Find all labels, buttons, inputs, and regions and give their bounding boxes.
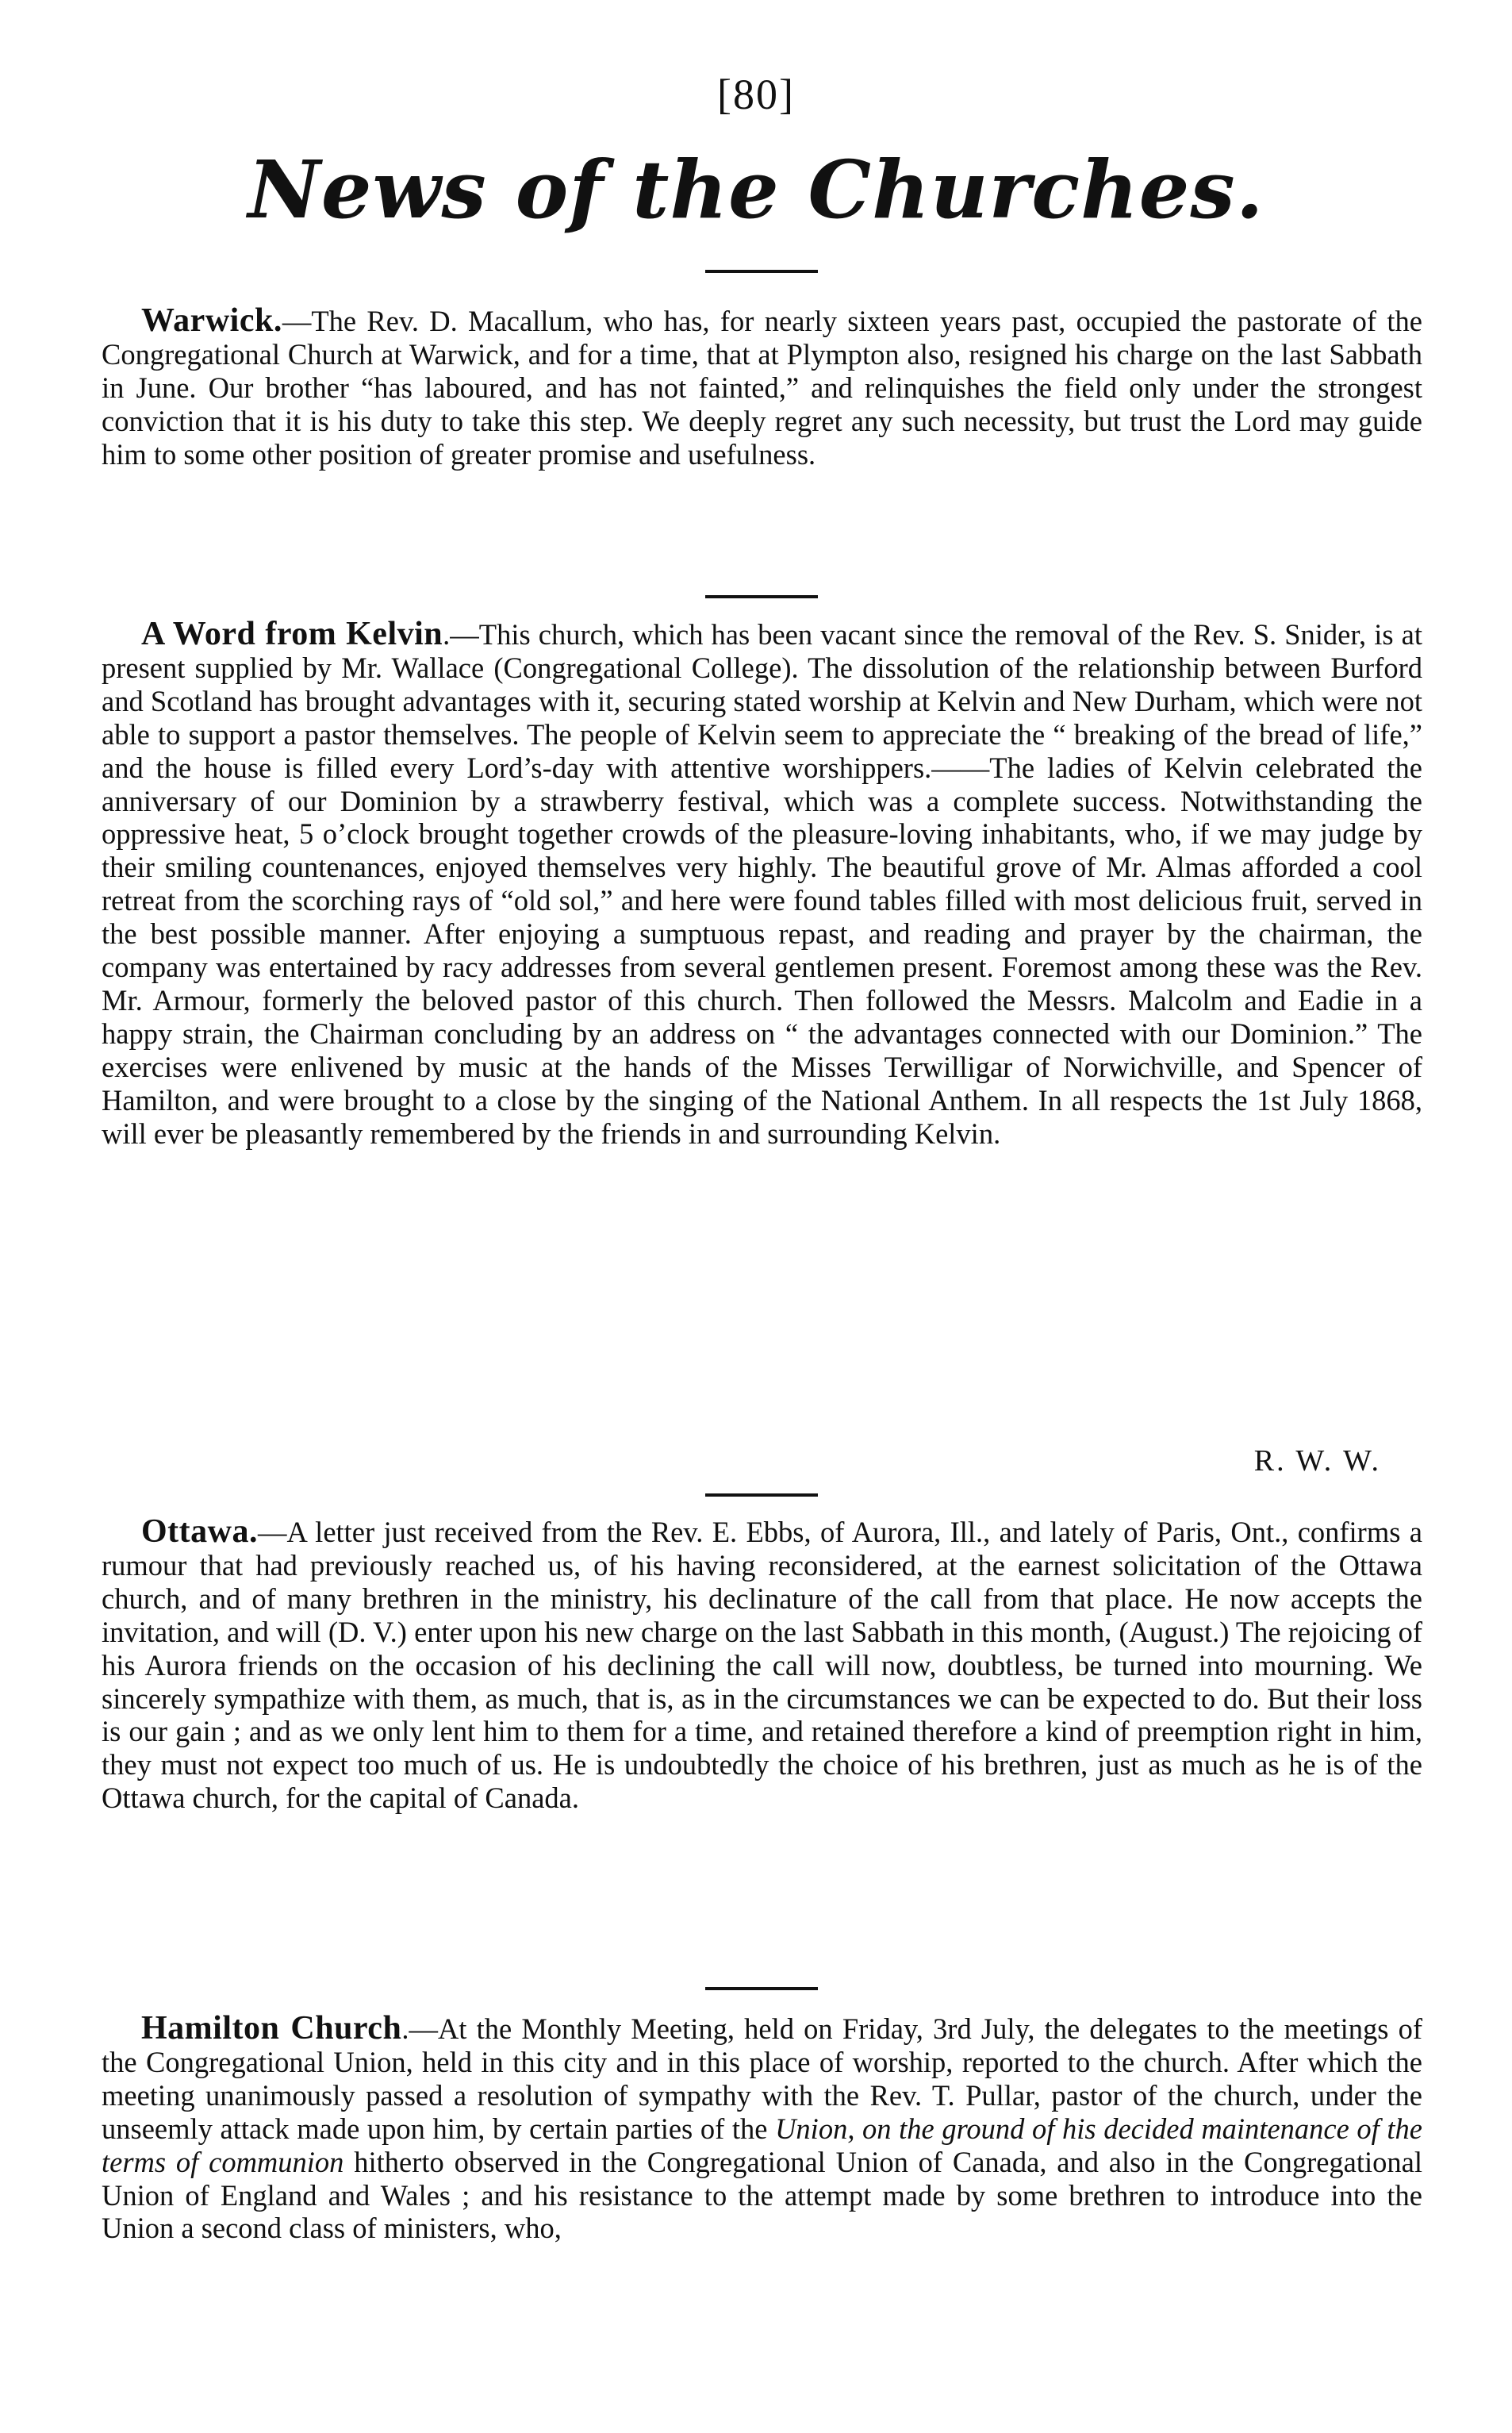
article-text: hitherto observed in the Congregational Union of Canada, and also in the Congregational Union of England and Wales ; and his resistance to the attempt made by some brethren to introduce into the Union a second class of ministers, who, <box>102 2145 1422 2245</box>
article-text: .—At the Monthly Meeting, held on Friday, 3rd July, the delegates to the meetings of the Congregational Union, held in this city and in this place of worship, reported to the church. After which the meeting unanimously passed a resolution of sympathy with the Rev. T. Pullar, pastor of the church, under the unseemly attack made upon him, by certain parties of the <box>102 2012 1422 2145</box>
article-text: .—This church, which has been vacant since the removal of the Rev. S. Snider, is at present supplied by Mr. Wallace (Congregational College). The dissolution of the relationship between Burford and Scotland has brought advantages with it, securing stated worship at Kelvin and New Durham, which were not able to support a pastor themselves. The people of Kelvin seem to appreciate the “ breaking of the bread of life,” and the house is filled every Lord’s-day with attentive worshippers.——The ladies of Kelvin celebrated the anniversary of our Dominion by a strawberry festival, which was a complete success. Notwithstanding the oppressive heat, 5 o’clock brought together crowds of the pleasure-loving inhabitants, who, if we may judge by their smiling countenances, enjoyed themselves very highly. The beautiful grove of Mr. Almas afforded a cool retreat from the scorching rays of “old sol,” and here were found tables filled with most delicious fruit, served in the best possible manner. After enjoying a sumptuous repast, and reading and prayer by the chairman, the company was entertained by racy addresses from several gentlemen present. Foremost among these was the Rev. Mr. Armour, formerly the beloved pastor of this church. Then followed the Messrs. Malcolm and Eadie in a happy strain, the Chairman concluding by an address on “ the advantages connected with our Dominion.” The exercises were enlivened by music at the hands of the Misses Terwilligar of Norwichville, and Spencer of Hamilton, and were brought to a close by the singing of the National Anthem. In all respects the 1st July 1868, will ever be pleasantly remembered by the friends in and surrounding Kelvin. <box>102 618 1422 1150</box>
article-heading: Warwick. <box>141 302 282 339</box>
divider-rule <box>705 270 818 273</box>
article-ottawa <box>102 1513 1422 1815</box>
divider-rule <box>705 595 818 598</box>
divider-rule <box>705 1987 818 1990</box>
article-signature: R. W. W. <box>1253 1444 1381 1478</box>
divider-rule <box>705 1493 818 1497</box>
article-hamilton <box>102 2012 1422 2245</box>
page-number: [80] <box>717 71 795 118</box>
article-kelvin <box>102 618 1422 1151</box>
article-text: —A letter just received from the Rev. E. Ebbs, of Aurora, Ill., and lately of Paris, Ont., confirms a rumour that had previously reached us, of his having reconsidered, at the earnest solicitation of the Ottawa church, and of many brethren in the ministry, his declinature of the call from that place. He now accepts the invitation, and will (D. V.) enter upon his new charge on the last Sabbath in this month, (August.) The rejoicing of his Aurora friends on the occasion of his declining the call will now, doubtless, be turned into mourning. We sincerely sympathize with them, as much, that is, as in the circumstances we can be expected to do. But their loss is our gain ; and as we only lent him to them for a time, and retained therefore a kind of preemption right in him, they must not expect too much of us. He is undoubtedly the choice of his brethren, just as much as he is of the Ottawa church, for the capital of Canada. <box>102 1516 1422 1815</box>
article-text: —The Rev. D. Macallum, who has, for nearly sixteen years past, occupied the pastorate of the Congregational Church at Warwick, and for a time, that at Plympton also, resigned his charge on the last Sabbath in June. Our brother “has laboured, and has not fainted,” and relinquishes the field only under the strongest conviction that it is his duty to take this step. We deeply regret any such necessity, but trust the Lord may guide him to some other position of greater promise and usefulness. <box>102 305 1422 471</box>
article-heading: Hamilton Church <box>141 2010 402 2047</box>
article-warwick <box>102 302 1422 471</box>
article-heading: A Word from Kelvin <box>141 616 443 652</box>
article-text-italic: Union, on the ground of his decided maintenance of the terms of communion <box>102 2112 1422 2178</box>
article-heading: Ottawa. <box>141 1513 258 1550</box>
page-title: News of the Churches. <box>248 143 1264 236</box>
